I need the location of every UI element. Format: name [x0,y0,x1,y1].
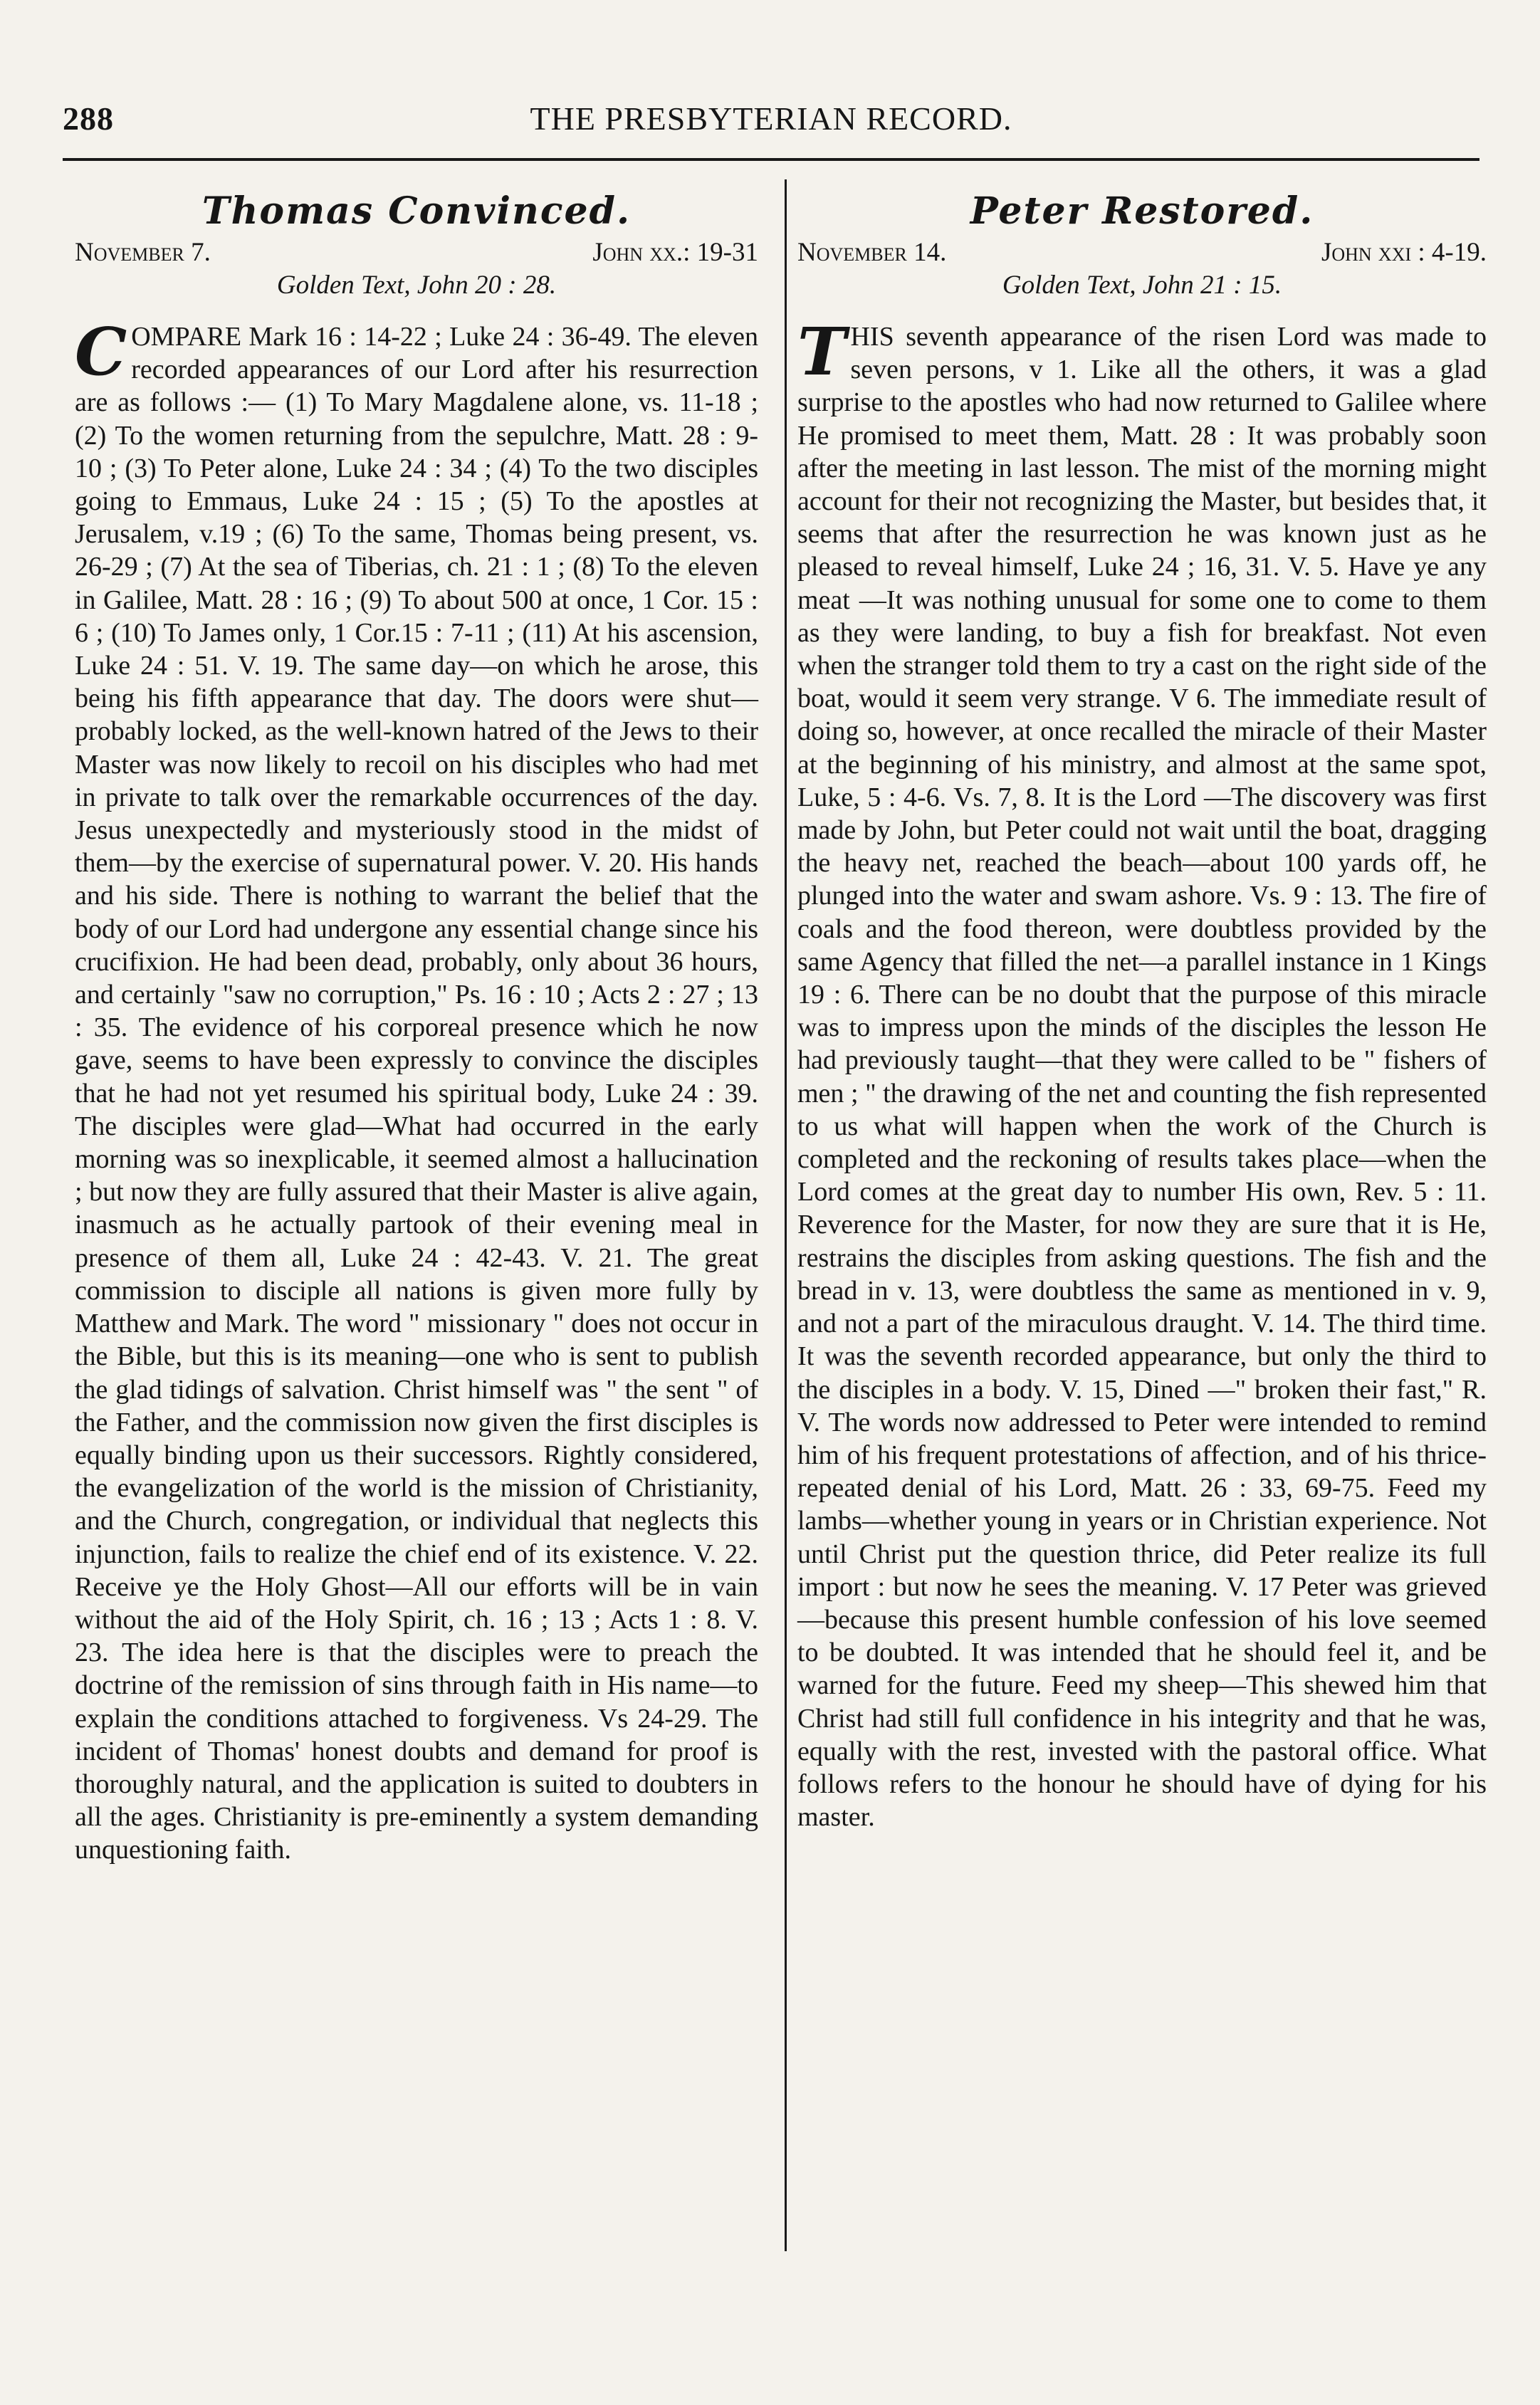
page-number: 288 [63,100,114,137]
header-rule [63,158,1479,161]
running-title: THE PRESBYTERIAN RECORD. [530,100,1012,137]
golden-text: Golden Text, John 21 : 15. [1002,271,1282,300]
column-rule [785,179,787,2251]
lesson-title: Peter Restored. [970,189,1314,233]
lesson-meta [797,236,1487,269]
lesson-body [797,313,1487,1833]
lesson-title: Thomas Convinced. [201,189,632,233]
scripture-reference: John xxi : 4-19. [1321,238,1487,267]
lesson-body-text: HIS seventh appearance of the risen Lord was made to seven persons, v 1. Like all the others, it was a glad surprise to the apostles who had now returned to Galilee where He promised to meet them, Matt. 28 : It was probably soon after the meeting in last lesson. The mist of the morning might account for their not recognizing the Master, but besides that, it seems that after the resurrection he was known just as he pleased to reveal himself, Luke 24 ; 16, 31. V. 5. Have ye any meat —It was nothing unusual for some one to come to them as they were landing, to buy a fish for breakfast. Not even when the stranger told them to try a cast on the right side of the boat, would it seem very strange. V 6. The immediate result of doing so, however, at once recalled the miracle of their Master at the beginning of his ministry, and almost at the same spot, Luke, 5 : 4-6. Vs. 7, 8. It is the Lord —The discovery was first made by John, but Peter could not wait until the boat, dragging the heavy net, reached the beach—about 100 yards off, he plunged into the water and swam ashore. Vs. 9 : 13. The fire of coals and the food thereon, were doubtless provided by the same Agency that filled the net—a parallel instance in 1 Kings 19 : 6. There can be no doubt that the purpose of this miracle was to impress upon the minds of the disciples the lesson He had previously taught—that they were called to be " fishers of men ; " the drawing of the net and counting the fish represented to us what will happen when the work of the Church is completed and the reckoning of results takes place—when the Lord comes at the great day to number His own, Rev. 5 : 11. Reverence for the Master, for now they are sure that it is He, restrains the disciples from asking questions. The fish and the bread in v. 13, were doubtless the same as mentioned in v. 9, and not a part of the miraculous draught. V. 14. The third time. It was the seventh recorded appearance, but only the third to the disciples in a body. V. 15, Dined —" broken their fast," R. V. The words now addressed to Peter were intended to remind him of his frequent protestations of affection, and of his thrice-repeated denial of his Lord, Matt. 26 : 33, 69-75. Feed my lambs—whether young in years or in Christian experience. Not until Christ put the question thrice, did Peter realize its full import : but now he sees the meaning. V. 17 Peter was grieved—because this present humble confession of his love seemed to be doubted. It was intended that he should feel it, and be warned for the future. Feed my sheep—This shewed him that Christ had still full confidence in his integrity and that he was, equally with the rest, invested with the pastoral office. What follows refers to the honour he should have of dying for his master. [797,322,1487,1833]
scripture-reference: John xx.: 19-31 [592,238,758,267]
lesson-body-text: OMPARE Mark 16 : 14-22 ; Luke 24 : 36-49. The eleven recorded appearances of our Lord after his resurrection are as follows :— (1) To Mary Magdalene alone, vs. 11-18 ; (2) To the women returning from the sepulchre, Matt. 28 : 9-10 ; (3) To Peter alone, Luke 24 : 34 ; (4) To the two disciples going to Emmaus, Luke 24 : 15 ; (5) To the apostles at Jerusalem, v.19 ; (6) To the same, Thomas being present, vs. 26-29 ; (7) At the sea of Tiberias, ch. 21 : 1 ; (8) To the eleven in Galilee, Matt. 28 : 16 ; (9) To about 500 at once, 1 Cor. 15 : 6 ; (10) To James only, 1 Cor.15 : 7-11 ; (11) At his ascension, Luke 24 : 51. V. 19. The same day—on which he arose, this being his fifth appearance that day. The doors were shut—probably locked, as the well-known hatred of the Jews to their Master was now likely to recoil on his disciples who had met in private to talk over the remarkable occurrences of the day. Jesus unexpectedly and mysteriously stood in the midst of them—by the exercise of supernatural power. V. 20. His hands and his side. There is nothing to warrant the belief that the body of our Lord had undergone any essential change since his crucifixion. He had been dead, probably, only about 36 hours, and certainly "saw no corruption," Ps. 16 : 10 ; Acts 2 : 27 ; 13 : 35. The evidence of his corporeal presence which he now gave, seems to have been expressly to convince the disciples that he had not yet resumed his spiritual body, Luke 24 : 39. The disciples were glad—What had occurred in the early morning was so inexplicable, it seemed almost a hallucination ; but now they are fully assured that their Master is alive again, inasmuch as he actually partook of their evening meal in presence of them all, Luke 24 : 42-43. V. 21. The great commission to disciple all nations is given more fully by Matthew and Mark. The word " missionary " does not occur in the Bible, but this is its meaning—one who is sent to publish the glad tidings of salvation. Christ himself was " the sent " of the Father, and the commission now given the first disciples is equally binding upon us their successors. Rightly considered, the evangelization of the world is the mission of Christianity, and the Church, congregation, or individual that neglects this injunction, fails to realize the chief end of its existence. V. 22. Receive ye the Holy Ghost—All our efforts will be in vain without the aid of the Holy Spirit, ch. 16 ; 13 ; Acts 1 : 8. V. 23. The idea here is that the disciples were to preach the doctrine of the remission of sins through faith in His name—to explain the conditions attached to forgiveness. Vs 24-29. The incident of Thomas' honest doubts and demand for proof is thoroughly natural, and the application is suited to doubters in all the ages. Christianity is pre-eminently a system demanding unquestioning faith. [75,322,758,1865]
right-column [797,187,1487,1833]
running-head [63,100,1479,142]
lesson-date: November 7. [75,238,211,267]
drop-cap: C [75,313,127,390]
lesson-meta [75,236,758,269]
drop-cap: T [797,313,847,390]
golden-text: Golden Text, John 20 : 28. [276,271,557,300]
lesson-date: November 14. [797,238,947,267]
left-column [75,187,758,1867]
lesson-body [75,313,758,1867]
